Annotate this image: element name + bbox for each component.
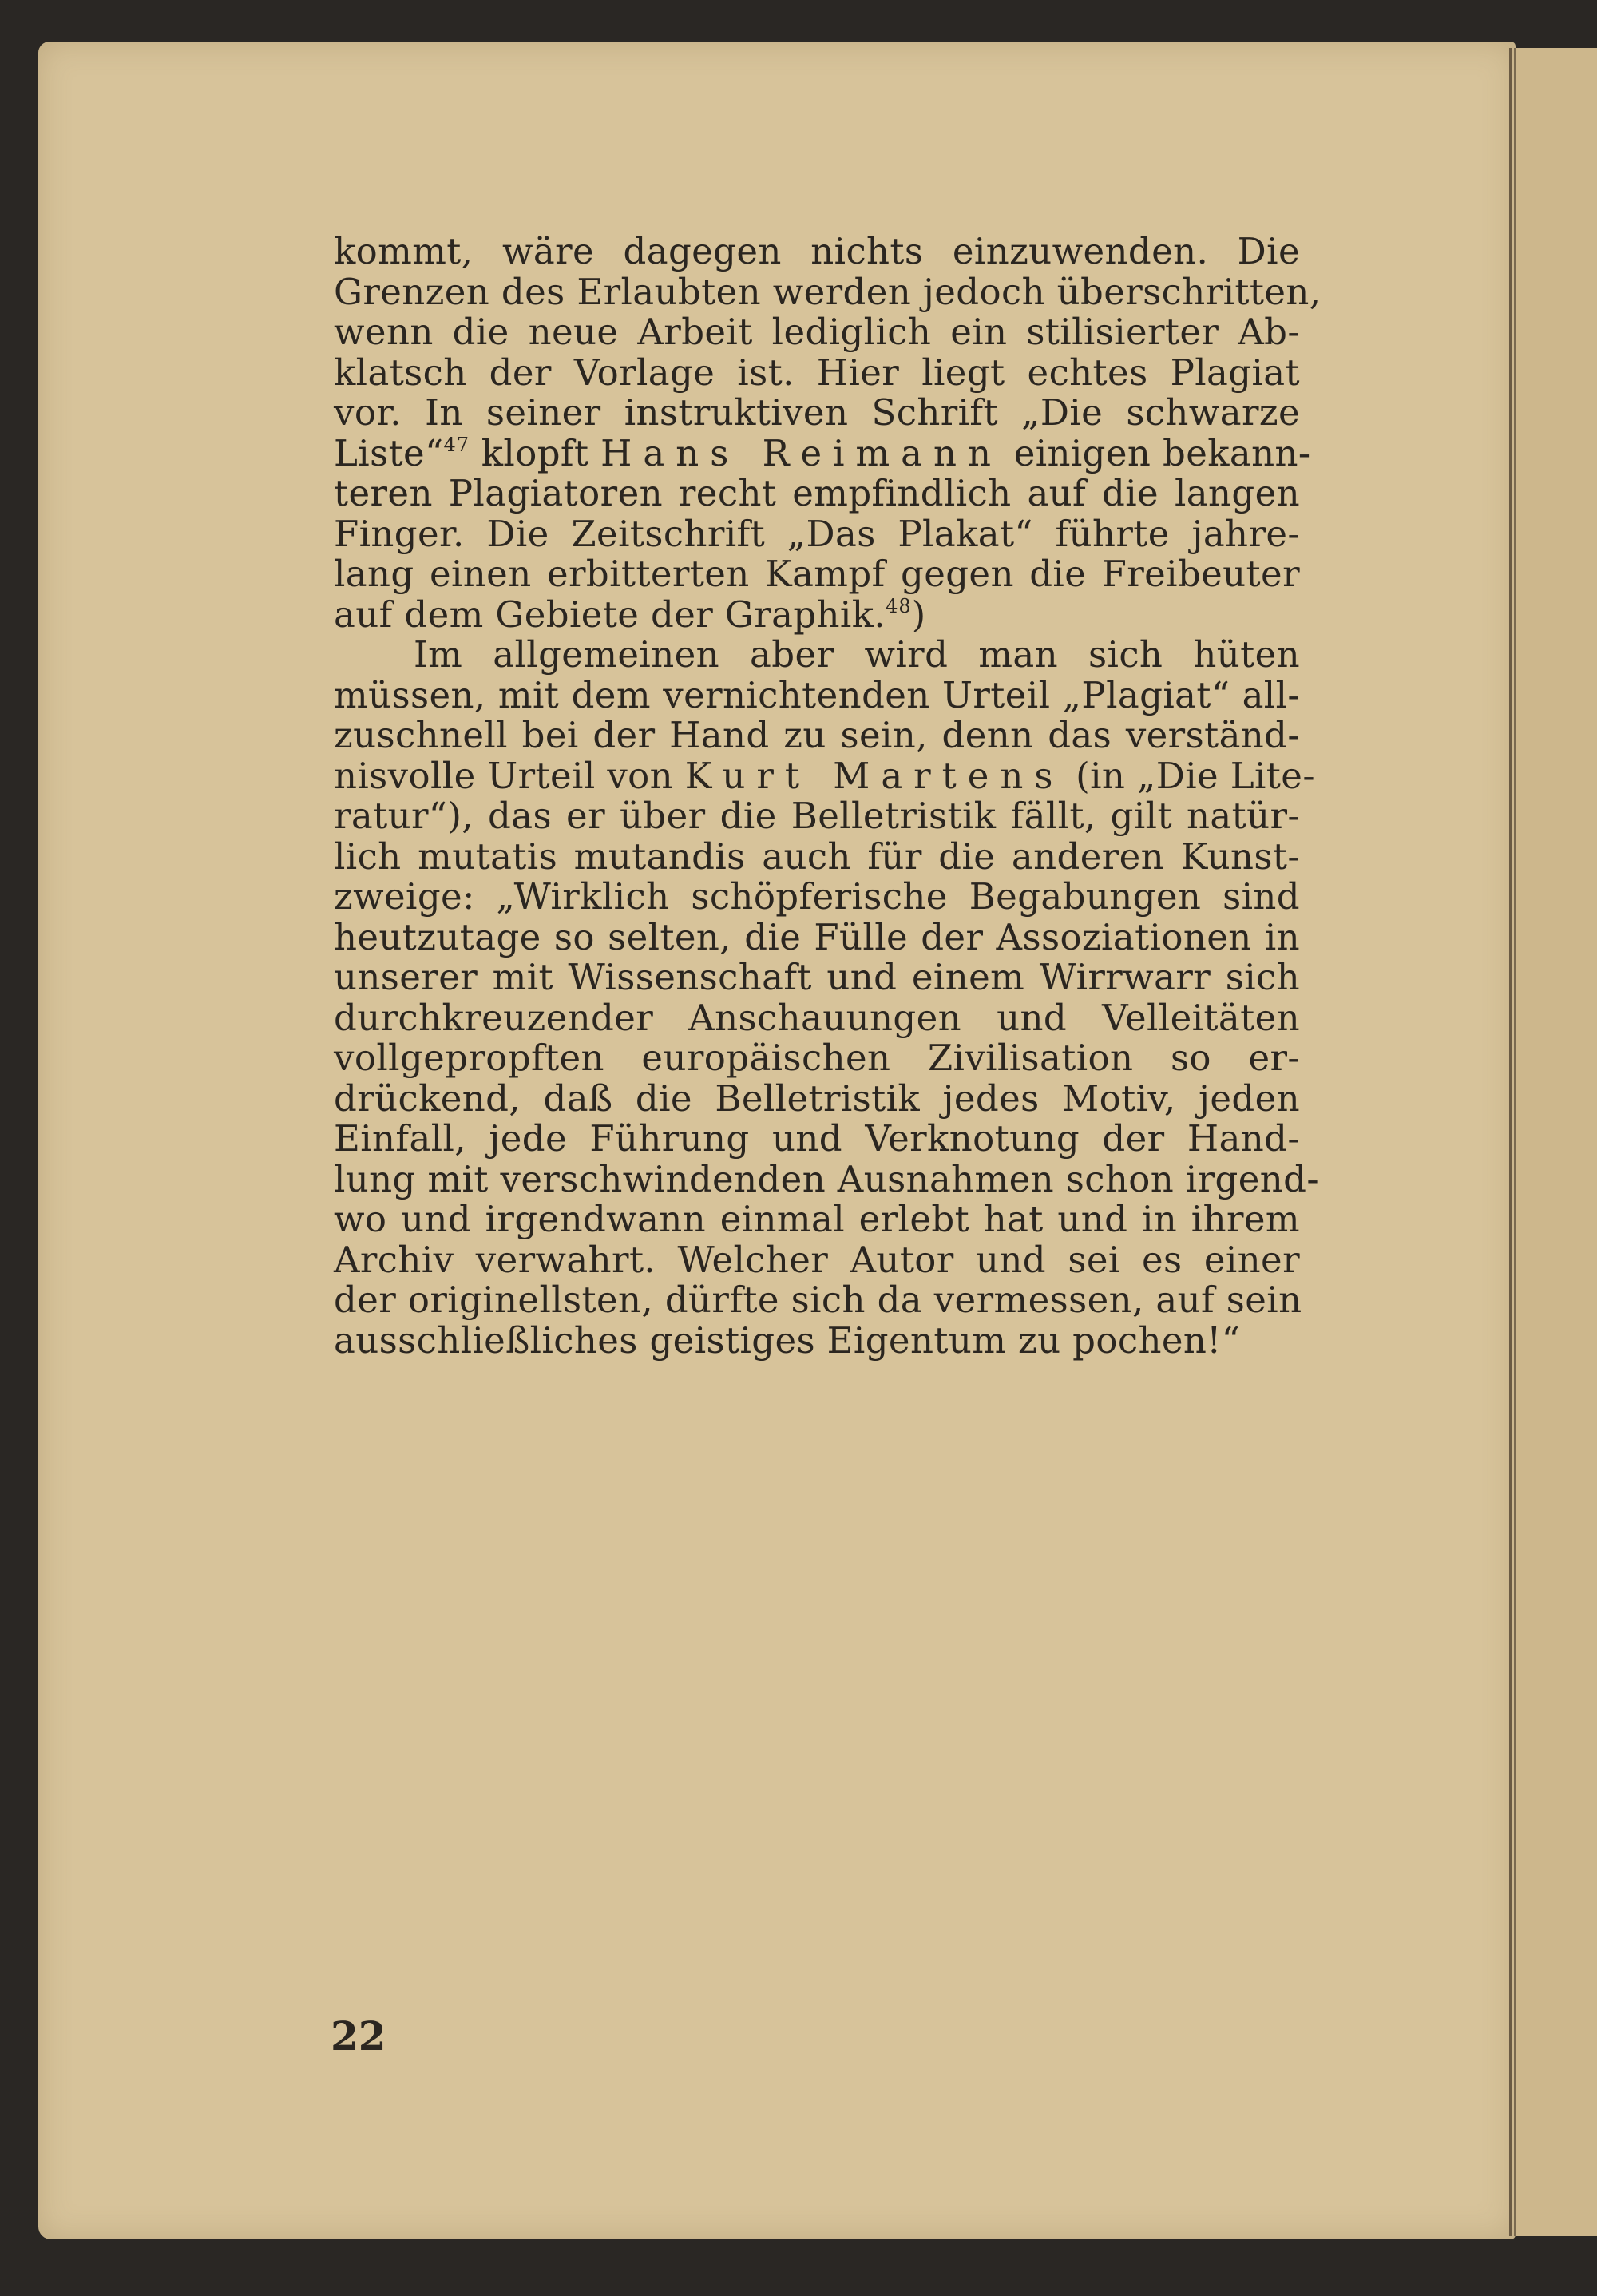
text-line [334,353,1300,394]
text-segment: vor. In seiner instruktiven Schrift „Die schwarze [334,391,1300,434]
text-segment: Im allgemeinen aber wird man sich hüten [414,633,1300,676]
text-segment: auf dem Gebiete der Graphik. [334,593,886,636]
text-line [334,1280,1300,1321]
spaced-name: Hans Reimann [600,431,1002,474]
paragraph [334,633,1319,1362]
text-segment: lung mit verschwindenden Ausnahmen schon irgend- [334,1157,1319,1200]
text-segment: einigen bekann- [1001,431,1311,474]
text-line [334,393,1300,434]
text-segment: klopft [470,431,601,474]
text-line [334,877,1300,918]
paragraph [334,230,1322,636]
text-segment: Grenzen des Erlaubten werden jedoch überschritten, [334,270,1322,313]
page-number: 22 [331,2012,386,2060]
text-line [334,1200,1300,1240]
text-segment: wo und irgendwann einmal erlebt hat und in ihrem [334,1198,1300,1240]
book-spine [1509,48,1512,2236]
text-segment: lang einen erbitterten Kampf gegen die Freibeuter [334,553,1300,595]
text-segment: zuschnell bei der Hand zu sein, denn das verständ- [334,714,1300,756]
text-segment: wenn die neue Arbeit lediglich ein stilisierter Ab- [334,311,1300,353]
text-line [334,1038,1300,1079]
text-line [334,514,1300,555]
text-segment: heutzutage so selten, die Fülle der Assoziationen in [334,915,1300,958]
text-segment: unserer mit Wissenschaft und einem Wirrwarr sich [334,956,1300,998]
text-line [334,673,1300,716]
text-line [334,595,1300,636]
text-segment: Liste“ [334,431,444,474]
text-line [334,312,1300,353]
text-line [334,1240,1300,1281]
text-segment: teren Plagiatoren recht empfindlich auf die langen [334,472,1300,514]
text-segment: nisvolle Urteil von [334,754,685,797]
text-line [334,1321,1300,1362]
text-line [334,232,1300,272]
text-line [334,431,1311,474]
footnote-reference: 48 [886,594,912,617]
text-line [334,958,1300,998]
text-line [334,915,1300,958]
text-line [334,270,1322,313]
facing-page-edge [1514,48,1597,2236]
text-segment: kommt, wäre dagegen nichts einzuwenden. Die [334,230,1300,272]
text-segment: (in „Die Lite- [1064,754,1315,797]
text-line [334,796,1300,837]
text-segment: Archiv verwahrt. Welcher Autor und sei es einer [334,1238,1300,1281]
text-segment: ratur“), das er über die Belletristik fällt, gilt natür- [334,795,1300,837]
text-line [334,837,1300,878]
text-segment: vollgepropften europäischen Zivilisation so er- [334,1037,1300,1079]
text-line [334,716,1300,756]
text-segment: drückend, daß die Belletristik jedes Motiv, jeden [334,1077,1300,1120]
text-segment: der originellsten, dürfte sich da vermessen, auf sein [334,1279,1302,1321]
text-line [334,754,1315,797]
spaced-name: Kurt Martens [684,754,1064,797]
text-line [334,554,1300,595]
text-segment: ) [911,593,926,636]
text-segment: ausschließliches geistiges Eigentum zu pochen!“ [334,1319,1241,1362]
text-line [334,1079,1300,1120]
text-line [334,474,1300,514]
text-segment: zweige: „Wirklich schöpferische Begabungen sind [334,875,1300,918]
text-line [334,1157,1319,1200]
text-segment: Finger. Die Zeitschrift „Das Plakat“ führte jahre- [334,512,1300,555]
body-text [334,230,1322,1362]
text-segment: klatsch der Vorlage ist. Hier liegt echtes Plagiat [334,351,1300,394]
text-segment: lich mutatis mutandis auch für die anderen Kunst- [334,835,1300,878]
text-line [334,1119,1300,1160]
footnote-reference: 47 [443,433,470,456]
text-line [334,998,1300,1039]
text-segment: Einfall, jede Führung und Verknotung der Hand- [334,1117,1300,1160]
text-segment: durchkreuzender Anschauungen und Velleitäten [334,996,1300,1039]
text-segment: müssen, mit dem vernichtenden Urteil „Plagiat“ all- [334,673,1300,716]
text-line [334,635,1300,676]
